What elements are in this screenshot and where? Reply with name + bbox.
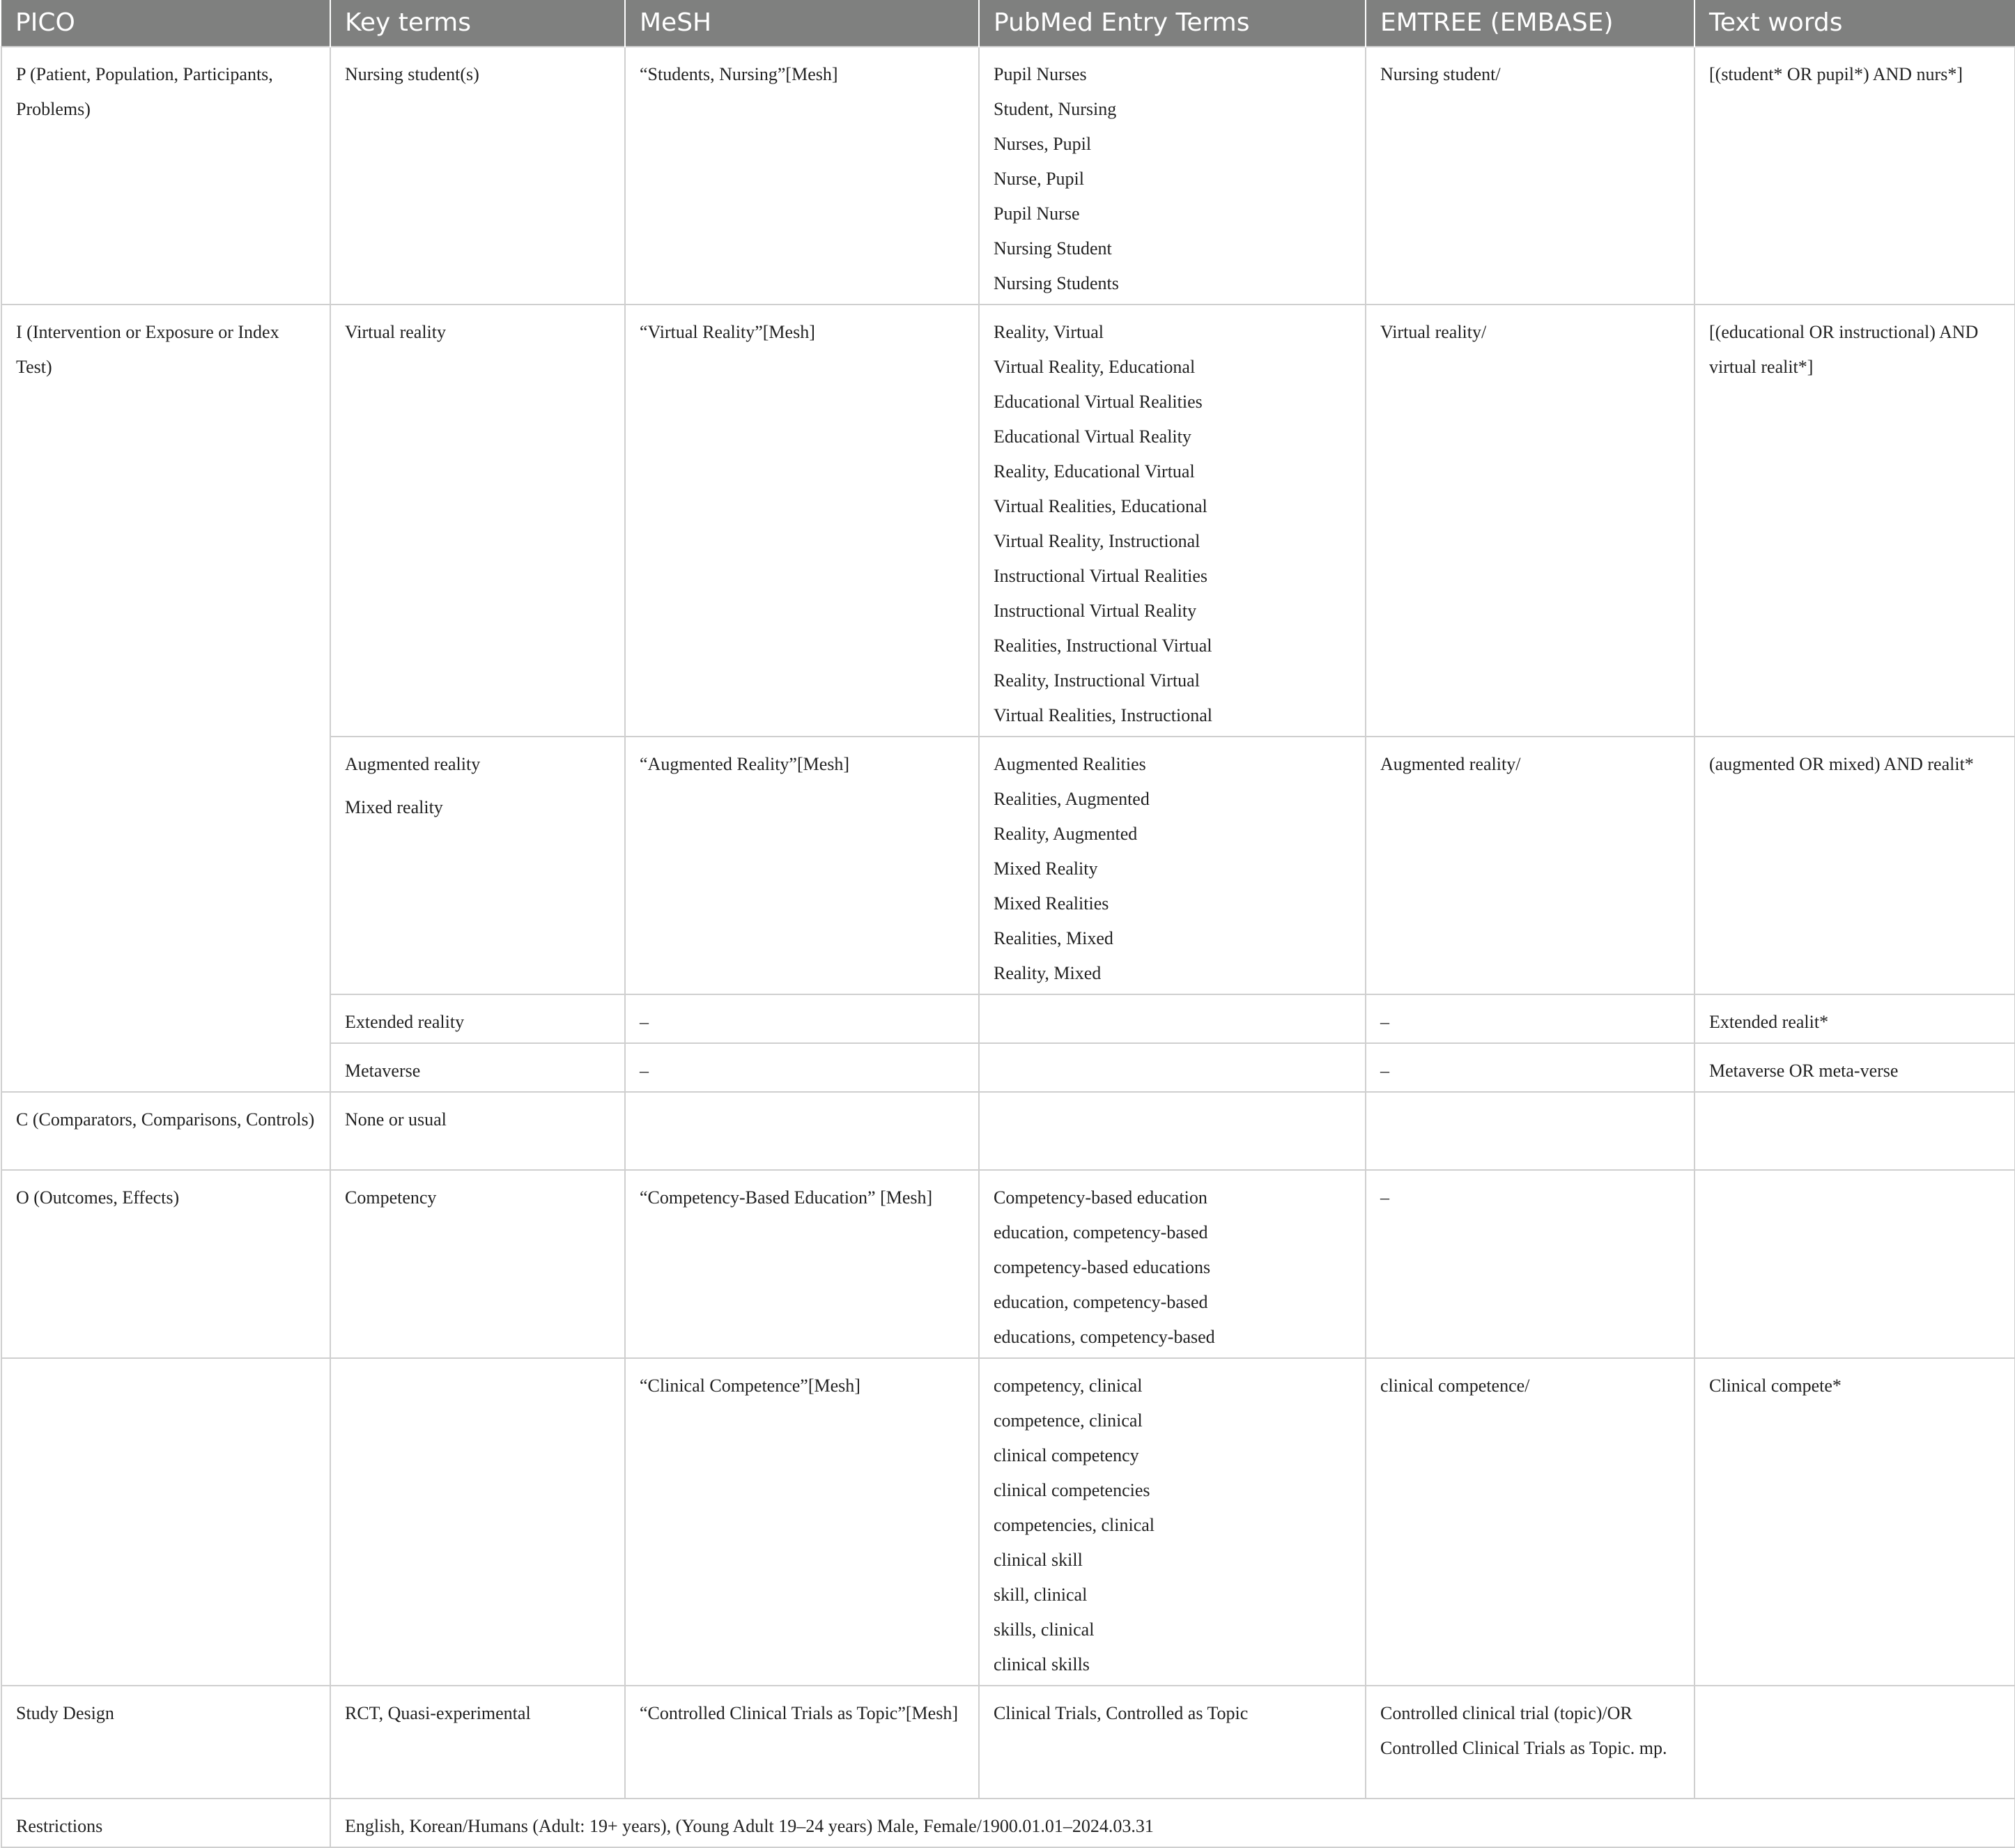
restrictions-cell: English, Korean/Humans (Adult: 19+ years), (Young Adult 19–24 years) Male, Female/1900.01.01–2024.03.31 [330,1799,2015,1847]
text-words-cell [1694,1170,2015,1358]
emtree-cell: Controlled clinical trial (topic)/OR Controlled Clinical Trials as Topic. mp. [1366,1686,1694,1799]
key-terms-cell [330,1358,625,1686]
mesh-cell: “Clinical Competence”[Mesh] [625,1358,979,1686]
emtree-cell: Virtual reality/ [1366,305,1694,737]
header-pubmed-entry-terms: PubMed Entry Terms [979,0,1366,47]
header-emtree: EMTREE (EMBASE) [1366,0,1694,47]
entry-terms-cell [979,994,1366,1043]
text-words-cell: [(educational OR instructional) AND virtual realit*] [1694,305,2015,737]
entry-term: Nursing Students [994,273,1119,293]
entry-term: clinical skills [994,1654,1090,1674]
mesh-cell: “Students, Nursing”[Mesh] [625,47,979,305]
key-terms-cell: Virtual reality [330,305,625,737]
table-row-clinical-competence [1,1358,2015,1686]
entry-term: Reality, Virtual [994,322,1104,342]
pico-cell: C (Comparators, Comparisons, Controls) [1,1092,330,1170]
pico-cell: O (Outcomes, Effects) [1,1170,330,1358]
entry-term: Reality, Instructional Virtual [994,670,1200,691]
entry-term: Nursing Student [994,238,1112,259]
emtree-cell: Nursing student/ [1366,47,1694,305]
emtree-cell: – [1366,1170,1694,1358]
entry-term: Virtual Realities, Educational [994,496,1207,516]
mesh-cell: “Virtual Reality”[Mesh] [625,305,979,737]
mesh-cell: – [625,1043,979,1092]
entry-term: Mixed Realities [994,893,1109,914]
entry-term: competencies, clinical [994,1515,1155,1535]
emtree-cell: Augmented reality/ [1366,737,1694,994]
entry-terms-cell [979,737,1366,994]
entry-term: Augmented Realities [994,754,1146,774]
entry-term: Nurses, Pupil [994,134,1092,154]
pico-cell: P (Patient, Population, Participants, Problems) [1,47,330,305]
entry-term: education, competency-based [994,1222,1208,1242]
emtree-cell: – [1366,1043,1694,1092]
emtree-cell: clinical competence/ [1366,1358,1694,1686]
entry-term: Virtual Realities, Instructional [994,705,1212,725]
entry-terms-cell [979,1358,1366,1686]
key-terms-cell: Metaverse [330,1043,625,1092]
header-row [1,0,2015,47]
pico-cell: I (Intervention or Exposure or Index Test) [1,305,330,1092]
entry-term: Reality, Educational Virtual [994,461,1195,482]
entry-term: Competency-based education [994,1187,1207,1208]
key-terms-cell: RCT, Quasi-experimental [330,1686,625,1799]
search-strategy-table [1,0,2015,1848]
entry-term: Reality, Augmented [994,824,1138,844]
text-words-cell: Extended realit* [1694,994,2015,1043]
entry-term: clinical skill [994,1550,1083,1570]
entry-term: competency, clinical [994,1376,1143,1396]
text-words-cell: Metaverse OR meta-verse [1694,1043,2015,1092]
entry-term: Pupil Nurse [994,203,1080,224]
header-pico: PICO [1,0,330,47]
entry-term: Mixed Reality [994,858,1098,879]
text-words-cell: (augmented OR mixed) AND realit* [1694,737,2015,994]
entry-term: educations, competency-based [994,1327,1215,1347]
entry-term: Instructional Virtual Realities [994,566,1207,586]
entry-term: Virtual Reality, Instructional [994,531,1200,551]
emtree-cell: – [1366,994,1694,1043]
pico-cell [1,1358,330,1686]
entry-term: Realities, Augmented [994,789,1150,809]
table-row-study-design [1,1686,2015,1799]
entry-term: skill, clinical [994,1585,1088,1605]
entry-term: Instructional Virtual Reality [994,601,1197,621]
mesh-cell: – [625,994,979,1043]
entry-term: Realities, Mixed [994,928,1113,948]
key-term: Mixed reality [345,797,443,817]
entry-terms-cell [979,305,1366,737]
entry-terms-cell: Clinical Trials, Controlled as Topic [979,1686,1366,1799]
entry-term: Pupil Nurses [994,64,1087,84]
entry-terms-cell [979,1043,1366,1092]
key-terms-cell: Competency [330,1170,625,1358]
entry-term: Educational Virtual Realities [994,392,1203,412]
pico-cell: Study Design [1,1686,330,1799]
table-row-comparators [1,1092,2015,1170]
entry-term: skills, clinical [994,1619,1095,1640]
entry-term: Reality, Mixed [994,963,1102,983]
entry-term: competency-based educations [994,1257,1211,1277]
key-terms-cell: Nursing student(s) [330,47,625,305]
key-term: Augmented reality [345,754,481,774]
key-terms-cell: None or usual [330,1092,625,1170]
text-words-cell: [(student* OR pupil*) AND nurs*] [1694,47,2015,305]
entry-term: competence, clinical [994,1410,1143,1431]
header-mesh: MeSH [625,0,979,47]
header-key-terms: Key terms [330,0,625,47]
entry-term: Realities, Instructional Virtual [994,636,1212,656]
entry-term: education, competency-based [994,1292,1208,1312]
table-row-population [1,47,2015,305]
table-header [1,0,2015,47]
text-words-cell [1694,1686,2015,1799]
entry-term: Student, Nursing [994,99,1117,119]
mesh-cell: “Augmented Reality”[Mesh] [625,737,979,994]
entry-term: Educational Virtual Reality [994,426,1191,447]
text-words-cell: Clinical compete* [1694,1358,2015,1686]
header-text-words: Text words [1694,0,2015,47]
pico-cell: Restrictions [1,1799,330,1847]
entry-terms-cell [979,1170,1366,1358]
mesh-cell: “Controlled Clinical Trials as Topic”[Mesh] [625,1686,979,1799]
entry-term: Nurse, Pupil [994,169,1084,189]
entry-terms-cell [979,1092,1366,1170]
entry-term: Virtual Reality, Educational [994,357,1196,377]
mesh-cell: “Competency-Based Education” [Mesh] [625,1170,979,1358]
table-row-intervention [1,305,2015,737]
mesh-cell [625,1092,979,1170]
table-row-restrictions [1,1799,2015,1847]
entry-term: clinical competency [994,1445,1139,1465]
key-terms-cell: Extended reality [330,994,625,1043]
emtree-cell [1366,1092,1694,1170]
table-row-outcomes [1,1170,2015,1358]
entry-term: clinical competencies [994,1480,1150,1500]
entry-terms-cell [979,47,1366,305]
table-body [1,47,2015,1847]
text-words-cell [1694,1092,2015,1170]
key-terms-cell [330,737,625,994]
